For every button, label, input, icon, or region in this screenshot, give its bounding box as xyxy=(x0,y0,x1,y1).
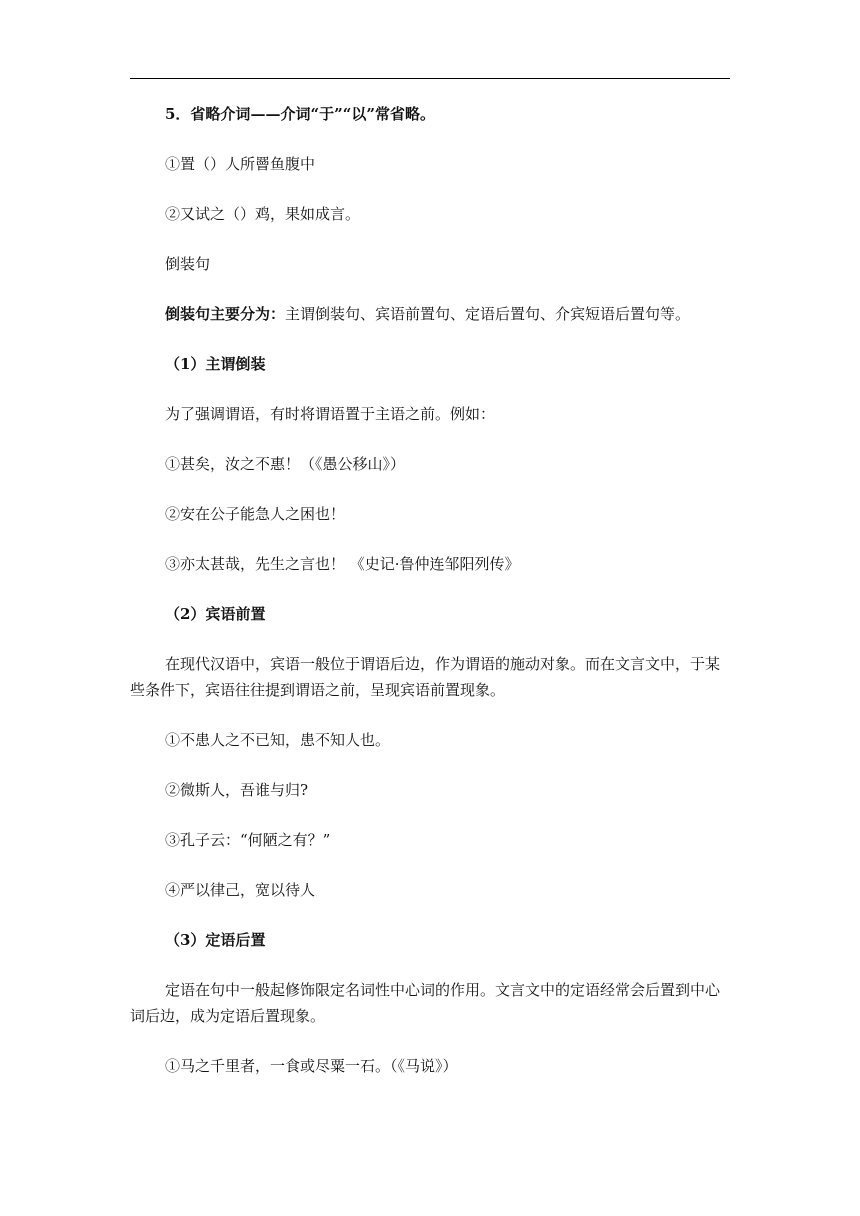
op-example-2: ②微斯人，吾谁与归? xyxy=(165,781,309,799)
op-example-3: ③孔子云：“何陋之有？” xyxy=(165,831,331,849)
op-example-4: ④严以律己，宽以待人 xyxy=(165,881,316,899)
sp-example-3: ③亦太甚哉，先生之言也！ 《史记·鲁仲连邹阳列传》 xyxy=(165,555,520,573)
example-2: ②又试之（）鸡，果如成言。 xyxy=(165,205,361,223)
section-subject-predicate: （1）主谓倒装 xyxy=(165,355,266,373)
object-preposing-intro: 在现代汉语中，宾语一般位于谓语后边，作为谓语的施动对象。而在文言文中，于某些条件下，宾语往往提到谓语之前，呈现宾语前置现象。 xyxy=(130,655,721,699)
inverted-sentence-title: 倒装句 xyxy=(165,255,211,273)
example-1: ①置（）人所罾鱼腹中 xyxy=(165,155,316,173)
subject-predicate-intro: 为了强调谓语，有时将谓语置于主语之前。例如： xyxy=(165,405,496,423)
op-example-1: ①不患人之不已知，患不知人也。 xyxy=(165,731,391,749)
inverted-types-lead: 倒装句主要分为： xyxy=(165,305,286,323)
section-attributive-postposing: （3）定语后置 xyxy=(165,931,266,949)
document-body xyxy=(130,101,730,1079)
omit-preposition-heading: 5．省略介词——介词“于”“以”常省略。 xyxy=(165,105,435,123)
sp-example-2: ②安在公子能急人之困也！ xyxy=(165,505,346,523)
inverted-types-paragraph xyxy=(130,301,730,327)
inverted-types-text: 主谓倒装句、宾语前置句、定语后置句、介宾短语后置句等。 xyxy=(285,305,691,323)
section-object-preposing: （2）宾语前置 xyxy=(165,605,266,623)
sp-example-1: ①甚矣，汝之不惠！（《愚公移山》） xyxy=(165,455,406,473)
header-rule xyxy=(130,78,730,79)
ap-example-1: ①马之千里者，一食或尽粟一石。（《马说》） xyxy=(165,1057,458,1075)
attributive-intro: 定语在句中一般起修饰限定名词性中心词的作用。文言文中的定语经常会后置到中心词后边，成为定语后置现象。 xyxy=(130,981,721,1025)
